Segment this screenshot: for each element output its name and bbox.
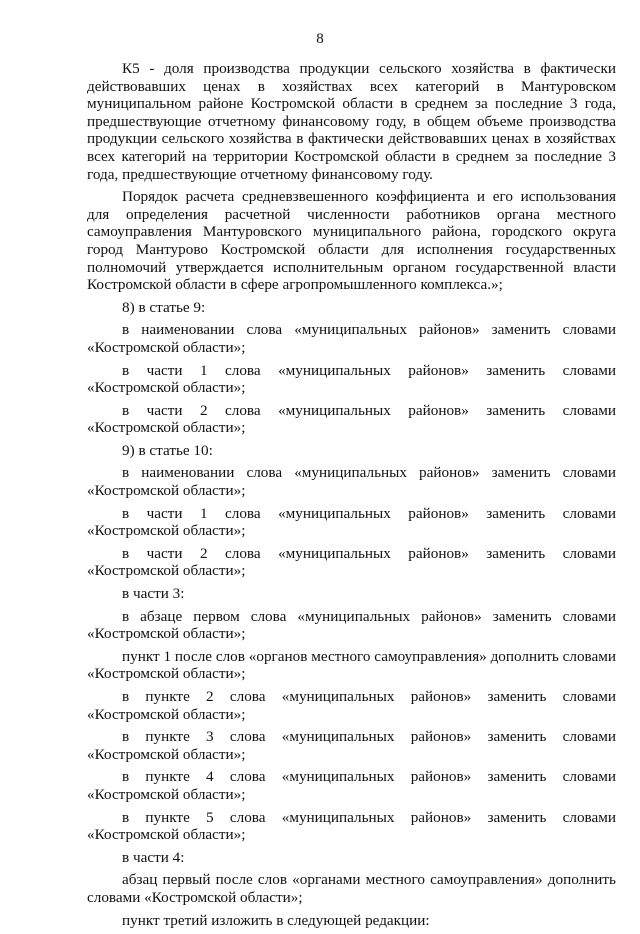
item-9-part-2-change: в части 2 слова «муниципальных районов» заменить словами «Костромской области»;	[87, 544, 616, 580]
part-3-first-paragraph-change: в абзаце первом слова «муниципальных районов» заменить словами «Костромской области»;	[87, 607, 616, 643]
part-3-point-5-change: в пункте 5 слова «муниципальных районов» заменить словами «Костромской области»;	[87, 808, 616, 844]
part-4-point-3-new-wording: пункт третий изложить в следующей редакции:	[122, 911, 430, 929]
item-8-part-2-change: в части 2 слова «муниципальных районов» заменить словами «Костромской области»;	[87, 401, 616, 437]
part-4-heading: в части 4:	[122, 848, 185, 866]
page-number: 8	[316, 31, 324, 47]
document-body	[87, 60, 616, 934]
part-3-point-1-change: пункт 1 после слов «органов местного самоуправления» дополнить словами «Костромской области»;	[87, 647, 616, 683]
part-3-heading: в части 3:	[122, 585, 185, 603]
item-9-heading: 9) в статье 10:	[122, 441, 213, 459]
part-3-point-2-change: в пункте 2 слова «муниципальных районов» заменить словами «Костромской области»;	[87, 688, 616, 723]
paragraph-k5-definition: К5 - доля производства продукции сельского хозяйства в фактически действовавших ценах в хозяйствах всех категорий в Мантуровском муниципальном районе Костромской области в среднем за последние 3 года, предшествующие отчетному финансовому году, в общем объеме производства продукции сельского хозяйства в фактически действовавших ценах в хозяйствах всех категорий на территории Костромской области в среднем за последние 3 года, предшествующие отчетному финансовому году.	[87, 60, 616, 183]
part-3-point-3-change: в пункте 3 слова «муниципальных районов» заменить словами «Костромской области»;	[87, 728, 616, 763]
item-8-name-change: в наименовании слова «муниципальных районов» заменить словами «Костромской области»;	[87, 321, 616, 356]
paragraph-calculation-order: Порядок расчета средневзвешенного коэффициента и его использования для определения расчетной численности работников органа местного самоуправления Мантуровского муниципального района, городского округа город Мантурово Костромской области для исполнения государственных полномочий утверждается исполнительным органом государственной власти Костромской области в сфере агропромышленного комплекса.»;	[87, 188, 616, 294]
item-9-name-change: в наименовании слова «муниципальных районов» заменить словами «Костромской области»;	[87, 464, 616, 500]
item-9-part-1-change: в части 1 слова «муниципальных районов» заменить словами «Костромской области»;	[87, 504, 616, 540]
item-8-heading: 8) в статье 9:	[122, 298, 206, 316]
part-3-point-4-change: в пункте 4 слова «муниципальных районов» заменить словами «Костромской области»;	[87, 768, 616, 803]
item-8-part-1-change: в части 1 слова «муниципальных районов» заменить словами «Костромской области»;	[87, 361, 616, 397]
part-4-first-paragraph-change: абзац первый после слов «органами местного самоуправления» дополнить словами «Костромской области»;	[87, 871, 616, 906]
